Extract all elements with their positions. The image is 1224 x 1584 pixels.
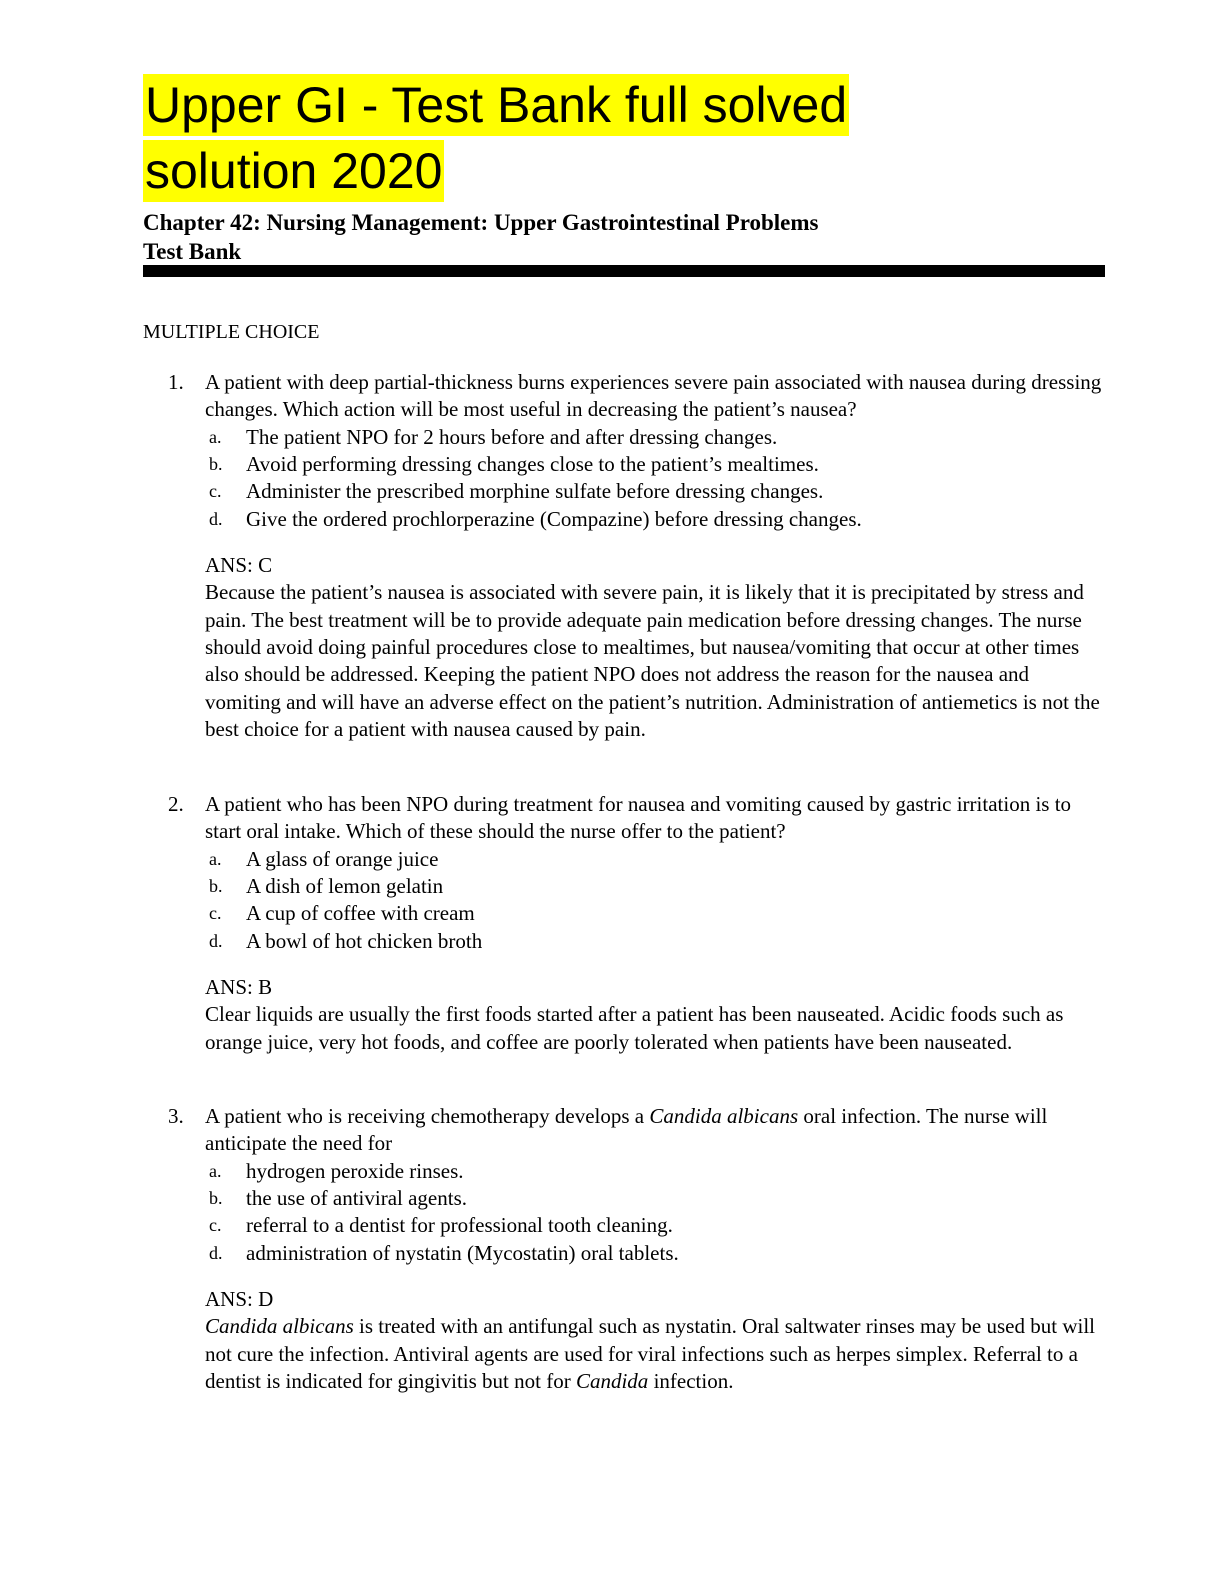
answer-key: ANS: B <box>205 975 273 1000</box>
stem-organism-name: Candida albicans <box>649 1104 799 1128</box>
rationale-organism-name: Candida <box>575 1369 649 1394</box>
chapter-heading <box>143 208 819 266</box>
option-list <box>205 424 1113 534</box>
option-letter: d. <box>209 508 223 529</box>
option-text: A bowl of hot chicken broth <box>246 928 483 953</box>
option-c <box>205 900 1113 927</box>
test-bank-label: Test Bank <box>143 239 242 264</box>
question-number: 1. <box>168 370 184 394</box>
option-letter: b. <box>209 453 223 474</box>
question-1 <box>143 369 1113 743</box>
option-letter: a. <box>209 848 222 869</box>
option-text: Give the ordered prochlorperazine (Compazine) before dressing changes. <box>246 506 862 531</box>
option-letter: d. <box>209 930 223 951</box>
option-text: administration of nystatin (Mycostatin) oral tablets. <box>246 1240 679 1265</box>
option-letter: b. <box>209 875 223 896</box>
option-a <box>205 1158 1113 1185</box>
option-letter: a. <box>209 426 222 447</box>
option-a <box>205 846 1113 873</box>
option-b <box>205 873 1113 900</box>
option-text: the use of antiviral agents. <box>246 1185 468 1210</box>
option-letter: c. <box>209 1215 222 1236</box>
option-d <box>205 1240 1113 1267</box>
option-c <box>205 1212 1113 1239</box>
question-2 <box>143 791 1113 1056</box>
option-text: Avoid performing dressing changes close to the patient’s mealtimes. <box>246 451 819 476</box>
rationale-organism-name: Candida albicans <box>205 1314 354 1339</box>
option-c <box>205 478 1113 505</box>
stem-text: oral infection. The nurse will anticipate the need for <box>205 1104 1048 1156</box>
question-stem: A patient who has been NPO during treatment for nausea and vomiting caused by gastric irritation is to start oral intake. Which of these should the nurse offer to the patient? <box>205 792 1072 844</box>
option-text: A glass of orange juice <box>246 846 439 871</box>
answer-key: ANS: D <box>205 1287 274 1312</box>
question-3 <box>143 1103 1113 1395</box>
option-letter: c. <box>209 903 222 924</box>
stem-text: A patient who is receiving chemotherapy develops a <box>205 1104 650 1128</box>
question-stem <box>205 1103 1110 1158</box>
question-number: 2. <box>168 792 184 816</box>
rationale-text: is treated with an antifungal such as nystatin. Oral saltwater rinses may be used but will not cure the infection. Antiviral agents are used for viral infections such as herpes simplex. Referral to a dentist is indicated for gingivitis but not for <box>205 1314 1095 1394</box>
option-list <box>205 846 1113 956</box>
option-list <box>205 1158 1113 1268</box>
option-letter: b. <box>209 1187 223 1208</box>
option-a <box>205 424 1113 451</box>
option-b <box>205 1185 1113 1212</box>
rationale: Because the patient’s nausea is associated with severe pain, it is likely that it is precipitated by stress and pain. The best treatment will be to provide adequate pain medication before dressing changes. The nurse should avoid doing painful procedures close to mealtimes, but nausea/vomiting that occur at other times also should be addressed. Keeping the patient NPO does not address the reason for the nausea and vomiting and will have an adverse effect on the patient’s nutrition. Administration of antiemetics is not the best choice for a patient with nausea caused by pain. <box>205 580 1100 741</box>
chapter-title: Chapter 42: Nursing Management: Upper Gastrointestinal Problems <box>143 210 819 235</box>
rationale-text: infection. <box>648 1369 734 1394</box>
option-text: A cup of coffee with cream <box>246 901 475 926</box>
option-d <box>205 506 1113 533</box>
option-letter: d. <box>209 1242 223 1263</box>
option-letter: c. <box>209 481 222 502</box>
document-title-line-2: solution 2020 <box>143 140 444 202</box>
option-text: hydrogen peroxide rinses. <box>246 1158 464 1183</box>
option-text: A dish of lemon gelatin <box>246 873 444 898</box>
answer-key: ANS: C <box>205 553 273 578</box>
option-text: The patient NPO for 2 hours before and after dressing changes. <box>246 424 778 449</box>
option-text: Administer the prescribed morphine sulfate before dressing changes. <box>246 479 824 504</box>
option-letter: a. <box>209 1160 222 1181</box>
option-text: referral to a dentist for professional tooth cleaning. <box>246 1213 673 1238</box>
rationale: Clear liquids are usually the first foods started after a patient has been nauseated. Acidic foods such as orange juice, very hot foods, and coffee are poorly tolerated when patients have been nauseated. <box>205 1002 1064 1054</box>
question-stem: A patient with deep partial-thickness burns experiences severe pain associated with nausea during dressing changes. Which action will be most useful in decreasing the patient’s nausea? <box>205 370 1102 422</box>
option-d <box>205 928 1113 955</box>
rationale <box>205 1313 1110 1395</box>
document-title-line-1: Upper GI - Test Bank full solved <box>143 74 849 136</box>
section-label: MULTIPLE CHOICE <box>143 321 320 343</box>
horizontal-rule <box>143 265 1105 277</box>
option-b <box>205 451 1113 478</box>
question-number: 3. <box>168 1104 184 1128</box>
